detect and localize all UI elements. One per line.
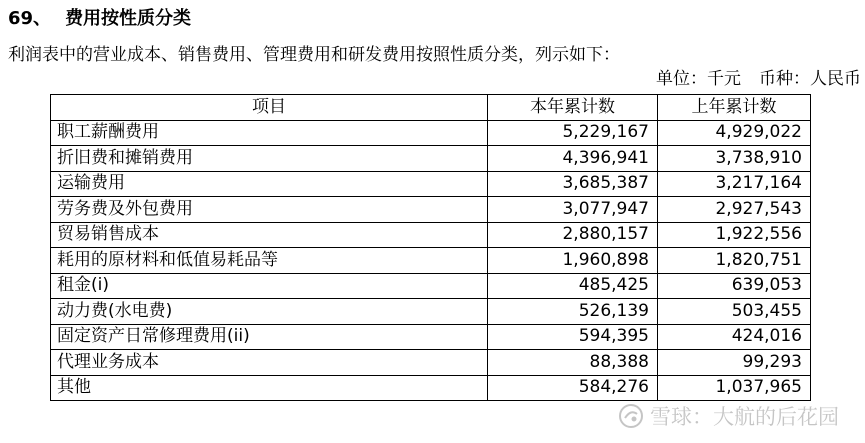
row-current: 4,396,941 [488, 146, 658, 172]
currency-label: 币种：人民币 [759, 69, 861, 89]
row-previous: 639,053 [658, 273, 811, 299]
row-item: 耗用的原材料和低值易耗品等 [51, 248, 488, 274]
table-row [51, 171, 811, 197]
row-previous: 3,738,910 [658, 146, 811, 172]
table-row [51, 324, 811, 350]
row-item: 固定资产日常修理费用(ii) [51, 324, 488, 350]
row-current: 1,960,898 [488, 248, 658, 274]
header-previous-year: 上年累计数 [658, 95, 811, 121]
row-current: 3,685,387 [488, 171, 658, 197]
table-header-row [51, 95, 811, 121]
row-item: 动力费(水电费) [51, 299, 488, 325]
row-current: 5,229,167 [488, 120, 658, 146]
row-item: 职工薪酬费用 [51, 120, 488, 146]
table-row [51, 197, 811, 223]
row-item: 代理业务成本 [51, 350, 488, 376]
row-previous: 1,037,965 [658, 375, 811, 401]
row-previous: 1,922,556 [658, 222, 811, 248]
table-row [51, 248, 811, 274]
row-item: 租金(i) [51, 273, 488, 299]
table-row [51, 299, 811, 325]
unit-label: 单位：千元 [656, 69, 741, 89]
row-previous: 4,929,022 [658, 120, 811, 146]
row-current: 526,139 [488, 299, 658, 325]
row-current: 584,276 [488, 375, 658, 401]
row-item: 折旧费和摊销费用 [51, 146, 488, 172]
row-item: 劳务费及外包费用 [51, 197, 488, 223]
row-previous: 3,217,164 [658, 171, 811, 197]
section-number: 69、 [8, 8, 52, 29]
row-current: 485,425 [488, 273, 658, 299]
row-item: 运输费用 [51, 171, 488, 197]
row-previous: 2,927,543 [658, 197, 811, 223]
row-previous: 424,016 [658, 324, 811, 350]
section-heading [8, 4, 191, 30]
header-current-year: 本年累计数 [488, 95, 658, 121]
header-item: 项目 [51, 95, 488, 121]
row-current: 2,880,157 [488, 222, 658, 248]
row-current: 3,077,947 [488, 197, 658, 223]
row-current: 88,388 [488, 350, 658, 376]
watermark-text: 雪球：大航的后花园 [650, 405, 839, 429]
table-row [51, 273, 811, 299]
table-row [51, 222, 811, 248]
unit-line [656, 64, 861, 89]
row-previous: 503,455 [658, 299, 811, 325]
row-current: 594,395 [488, 324, 658, 350]
row-previous: 99,293 [658, 350, 811, 376]
row-item: 贸易销售成本 [51, 222, 488, 248]
table-row [51, 120, 811, 146]
table-row [51, 375, 811, 401]
table-row [51, 146, 811, 172]
row-item: 其他 [51, 375, 488, 401]
row-previous: 1,820,751 [658, 248, 811, 274]
snowball-logo-icon [618, 403, 644, 429]
watermark [618, 401, 839, 431]
intro-paragraph: 利润表中的营业成本、销售费用、管理费用和研发费用按照性质分类，列示如下： [8, 45, 620, 65]
expense-table [50, 94, 811, 401]
section-title: 费用按性质分类 [65, 8, 192, 29]
table-row [51, 350, 811, 376]
